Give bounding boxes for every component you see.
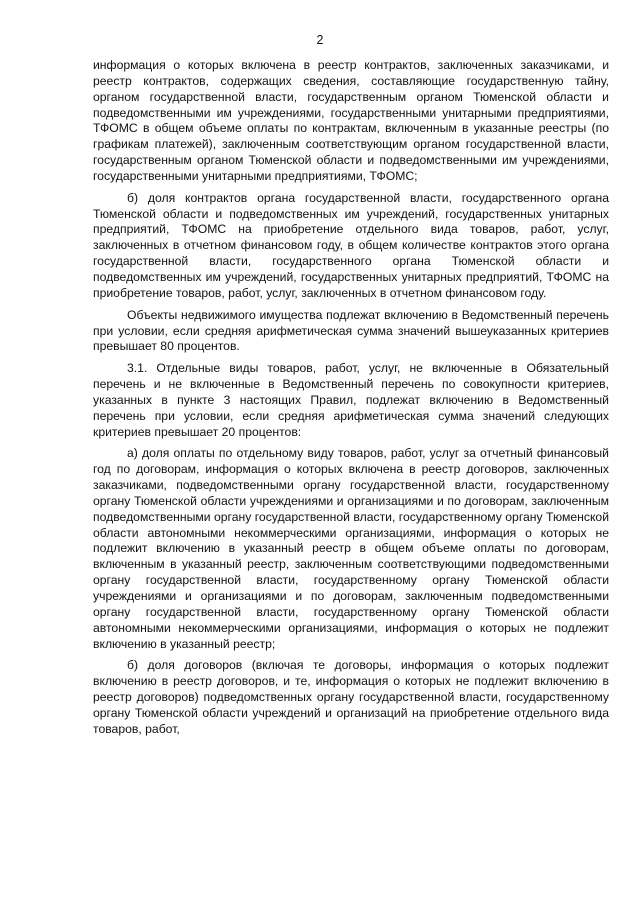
paragraph-3-1: 3.1. Отдельные виды товаров, работ, услуг, не включенные в Обязательный перечень и не включенные в Ведомственный перечень по совокупности критериев, указанных в пункте 3 настоящих Правил, подлежат включению в Ведомственный перечень при условии, если средняя арифметическая сумма значений следующих критериев превышает 20 процентов: [93, 361, 609, 439]
paragraph-item-a-payment-share: а) доля оплаты по отдельному виду товаров, работ, услуг за отчетный финансовый год по договорам, информация о которых включена в реестр договоров, заключенных заказчиками, подведомственными органу государственной власти, государственному органу Тюменской области учреждениями и организациями и по договорам, заключенным подведомственными органу государственной власти, государственному органу Тюменской области автономными некоммерческими организациями, информация о которых не подлежит включению в указанный реестр в общем объеме оплаты по договорам, включенным в указанный реестр, заключенным соответствующими подведомственными органу государственной власти, государственному органу Тюменской области учреждениями и организациями и по договорам, заключенным подведомственными органу государственной власти, государственному органу Тюменской области автономными некоммерческими организациями, информация о которых не подлежит включению в указанный реестр; [93, 446, 609, 651]
page-number: 2 [316, 33, 324, 47]
paragraph-item-b-contracts-share: б) доля контрактов органа государственной власти, государственного органа Тюменской области и подведомственных им учреждений, государственных унитарных предприятий, ТФОМС на приобретение отдельного вида товаров, работ, услуг, заключенных в отчетном финансовом году, в общем количестве контрактов этого органа государственной власти, государственного органа Тюменской области и подведомственных им учреждений, государственных унитарных предприятий, ТФОМС на приобретение товаров, работ, услуг, заключенных в отчетном финансовом году. [93, 190, 609, 300]
paragraph-item-b-agreements-share: б) доля договоров (включая те договоры, информация о которых подлежит включению в реестр договоров, и те, информация о которых не подлежит включению в реестр договоров) подведомственных органу государственной власти, государственному органу Тюменской области учреждений и организаций на приобретение отдельного вида товаров, работ, [93, 658, 609, 736]
paragraph-continuation: информация о которых включена в реестр контрактов, заключенных заказчиками, и реестр контрактов, содержащих сведения, составляющие государственную тайну, органом государственной власти, государственным органом Тюменской области и подведомственными им учреждениями, государственными унитарными предприятиями, ТФОМС в общем объеме оплаты по контрактам, включенным в указанные реестры (по графикам платежей), заключенным соответствующим органом государственной власти, государственным органом Тюменской области и подведомственными им учреждениями, государственными унитарными предприятиями, ТФОМС; [93, 58, 609, 183]
document-body [93, 58, 609, 738]
paragraph-real-estate: Объекты недвижимого имущества подлежат включению в Ведомственный перечень при условии, если средняя арифметическая сумма значений вышеуказанных критериев превышает 80 процентов. [93, 307, 609, 354]
